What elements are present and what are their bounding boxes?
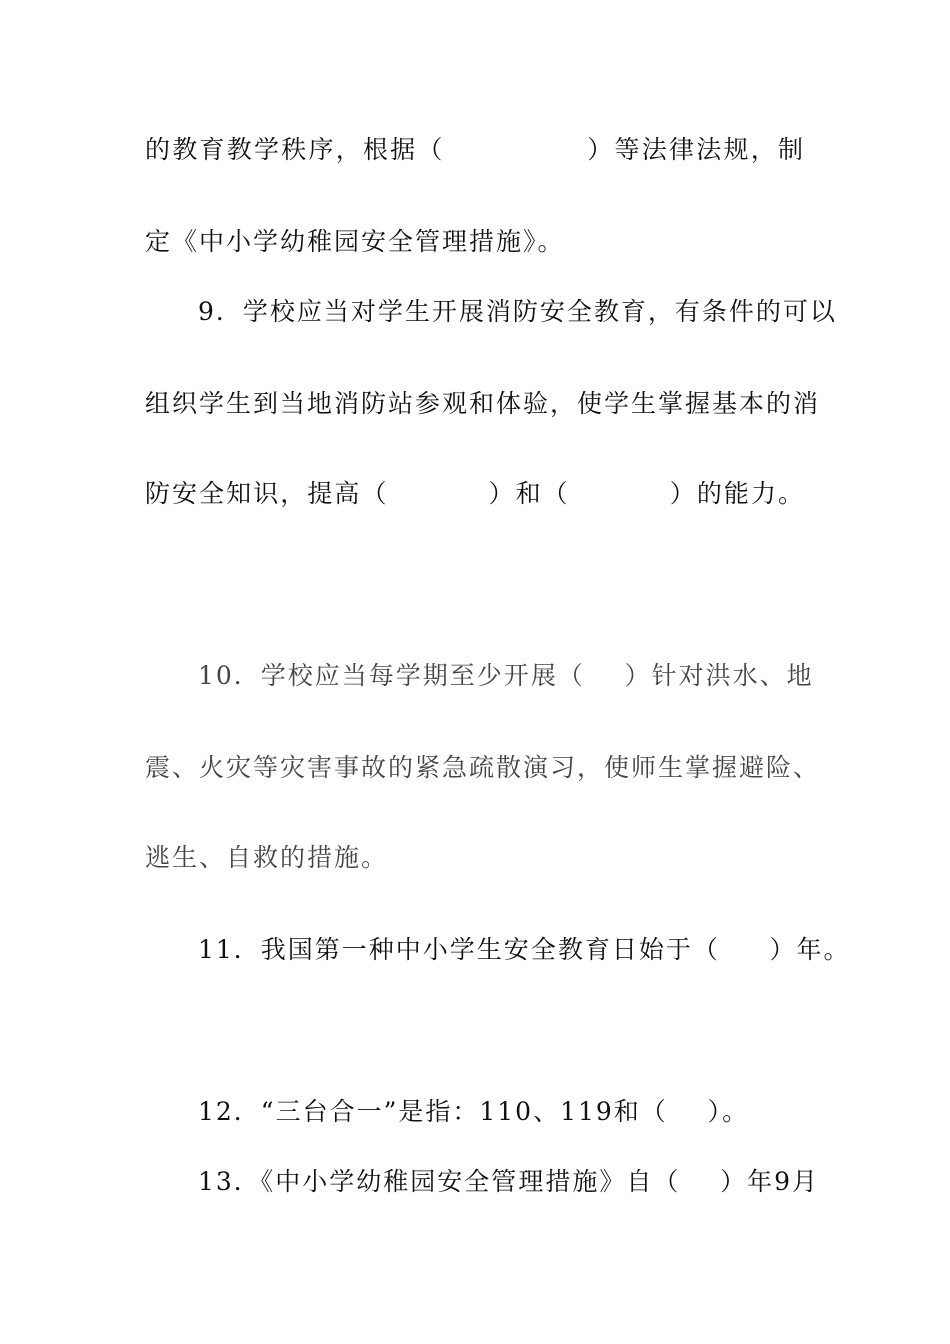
question-11-line-1: 11．我国第一种中小学生安全教育日始于（ ）年。 <box>198 935 851 964</box>
question-13-line-1: 13．《中小学幼稚园安全管理措施》自（ ）年9月 <box>198 1167 820 1196</box>
question-10-line-3: 逃生、自救的措施。 <box>145 843 389 872</box>
question-9-line-2: 组织学生到当地消防站参观和体验，使学生掌握基本的消 <box>145 389 821 418</box>
text-line-1: 的教育教学秩序，根据（ ）等法律法规，制 <box>145 135 805 164</box>
text-line-2: 定《中小学幼稚园安全管理措施》。 <box>145 227 565 256</box>
question-12-line-1: 12．“三台合一”是指：110、119和（ ）。 <box>198 1097 750 1126</box>
question-10-line-1: 10．学校应当每学期至少开展（ ）针对洪水、地 <box>198 661 814 690</box>
question-9-line-3: 防安全知识，提高（ ）和（ ）的能力。 <box>145 479 805 508</box>
question-9-line-1: 9．学校应当对学生开展消防安全教育，有条件的可以 <box>198 297 837 326</box>
question-10-line-2: 震、火灾等灾害事故的紧急疏散演习，使师生掌握避险、 <box>145 753 821 782</box>
